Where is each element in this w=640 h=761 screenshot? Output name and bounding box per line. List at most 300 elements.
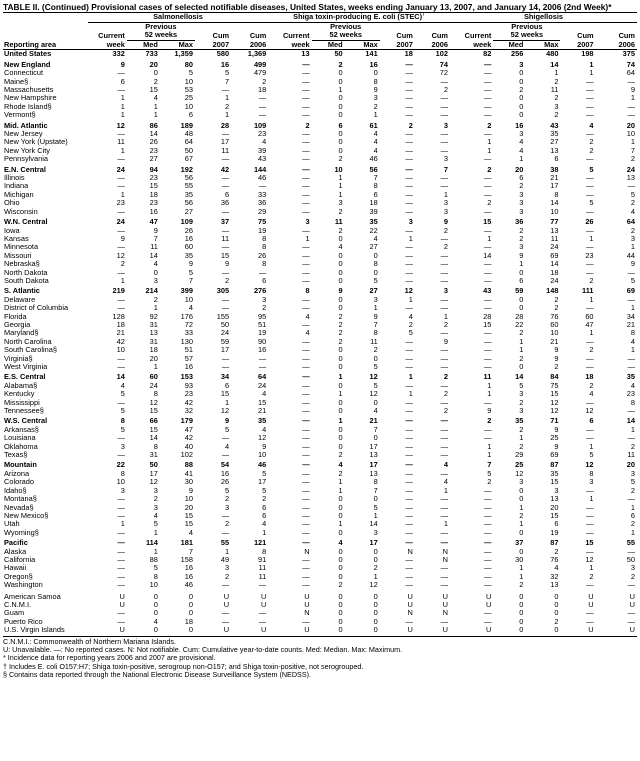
value-cell: — <box>483 495 492 504</box>
value-cell: — <box>221 528 230 537</box>
value-cell: — <box>483 243 492 252</box>
reporting-area-cell: Wyoming§ <box>4 528 39 537</box>
value-cell: 0 <box>338 251 343 260</box>
value-cell: 74 <box>439 60 448 69</box>
value-cell: 21 <box>258 407 267 416</box>
value-cell: — <box>302 199 310 208</box>
value-cell: 0 <box>338 102 343 111</box>
footnote: C.N.M.I.: Commonwealth of Northern Mariana Islands. <box>3 636 176 646</box>
weeks52-label: 52 weeks <box>493 31 560 40</box>
value-cell: 1 <box>630 346 635 355</box>
value-cell: — <box>405 138 413 147</box>
value-cell: 7 <box>487 461 492 470</box>
value-cell: — <box>586 617 594 626</box>
value-cell: — <box>483 111 492 120</box>
reporting-area-cell: Utah <box>4 520 20 529</box>
value-cell: 0 <box>373 398 378 407</box>
value-cell: 10 <box>184 295 193 304</box>
value-cell: — <box>586 174 594 183</box>
value-cell: 29 <box>258 207 267 216</box>
value-cell: — <box>405 486 413 495</box>
value-cell: 9 <box>487 407 492 416</box>
value-cell: — <box>258 354 267 363</box>
value-cell: — <box>440 111 448 120</box>
value-cell: 10 <box>116 346 125 355</box>
value-cell: 20 <box>626 461 635 470</box>
value-cell: 3 <box>305 218 310 227</box>
value-cell: 7 <box>373 320 378 329</box>
value-cell: 1 <box>224 547 230 556</box>
value-cell: — <box>221 617 230 626</box>
max-label: Max <box>178 40 193 49</box>
value-cell: 27 <box>550 138 559 147</box>
value-cell: 1 <box>338 373 343 382</box>
value-cell: 375 <box>622 49 635 59</box>
value-cell: — <box>405 251 413 260</box>
value-cell: — <box>258 363 267 371</box>
reporting-area-cell: Wisconsin <box>4 207 38 216</box>
value-cell: — <box>483 572 492 581</box>
value-cell: — <box>221 581 230 590</box>
value-cell: U <box>223 592 230 601</box>
table-row <box>3 78 637 86</box>
value-cell: 3 <box>373 528 378 537</box>
value-cell: 0 <box>338 381 343 390</box>
value-cell: — <box>221 155 230 164</box>
value-cell: — <box>483 609 492 618</box>
value-cell: 0 <box>373 626 378 635</box>
value-cell: — <box>221 182 230 191</box>
table-row <box>3 321 637 329</box>
value-cell: 1 <box>373 511 378 520</box>
value-cell: 0 <box>373 617 378 626</box>
value-cell: — <box>440 528 448 537</box>
value-cell: 5 <box>120 407 125 416</box>
value-cell: 2 <box>408 320 413 329</box>
table-row <box>3 111 637 119</box>
value-cell: — <box>405 207 413 216</box>
value-cell: — <box>302 461 310 470</box>
value-cell: — <box>117 495 125 504</box>
value-cell: 155 <box>216 312 230 321</box>
table-row <box>3 478 637 486</box>
value-cell: — <box>302 60 310 69</box>
value-cell: — <box>117 226 125 235</box>
value-cell: 15 <box>149 182 158 191</box>
value-cell: — <box>302 337 310 346</box>
value-cell: — <box>117 503 125 512</box>
value-cell: 50 <box>220 320 230 329</box>
value-cell: 4 <box>153 94 158 103</box>
reporting-area-cell: Minnesota <box>4 243 39 252</box>
value-cell: — <box>302 442 310 451</box>
value-cell: — <box>483 434 492 443</box>
value-cell: 46 <box>258 461 267 470</box>
value-cell: 3 <box>519 130 524 139</box>
reporting-area-cell: Maryland§ <box>4 329 39 338</box>
value-cell: 480 <box>546 49 559 59</box>
value-cell: 9 <box>120 234 125 243</box>
value-cell: — <box>221 295 230 304</box>
value-cell: 332 <box>112 49 125 59</box>
value-cell: — <box>405 461 413 470</box>
value-cell: 27 <box>149 155 158 164</box>
value-cell: 55 <box>626 539 635 548</box>
value-cell: 27 <box>369 287 378 296</box>
value-cell: 5 <box>224 425 230 434</box>
value-cell: — <box>440 495 448 504</box>
value-cell: 1 <box>487 138 492 147</box>
value-cell: 22 <box>515 320 524 329</box>
value-cell: 9 <box>188 260 193 269</box>
value-cell: 1 <box>589 495 594 504</box>
value-cell: 15 <box>585 539 594 548</box>
value-cell: — <box>258 102 267 111</box>
reporting-area-cell: New York (Upstate) <box>4 138 68 147</box>
value-cell: — <box>440 130 448 139</box>
value-cell: 0 <box>554 600 559 609</box>
reporting-area-cell: South Carolina§ <box>4 346 58 355</box>
value-cell: 0 <box>373 434 378 443</box>
value-cell: 0 <box>153 69 158 78</box>
value-cell: 11 <box>370 337 378 346</box>
table-row <box>3 329 637 337</box>
value-cell: 6 <box>554 520 559 529</box>
value-cell: — <box>627 268 635 277</box>
value-cell: U <box>588 592 594 601</box>
reporting-area-cell: E.N. Central <box>4 165 46 174</box>
value-cell: 1 <box>589 69 594 78</box>
reporting-area-cell: Arizona <box>4 469 30 478</box>
value-cell: 3 <box>589 478 594 487</box>
value-cell: 0 <box>338 346 343 355</box>
value-cell: 102 <box>435 49 448 59</box>
value-cell: 37 <box>515 539 524 548</box>
value-cell: — <box>440 182 448 191</box>
value-cell: 0 <box>338 555 343 564</box>
value-cell: 18 <box>258 86 267 94</box>
value-cell: — <box>221 609 230 618</box>
value-cell: 0 <box>338 503 343 512</box>
table-row <box>3 138 637 146</box>
value-cell: 36 <box>220 199 230 208</box>
reporting-area-cell: District of Columbia <box>4 304 69 313</box>
value-cell: 6 <box>630 511 635 520</box>
value-cell: — <box>483 102 492 111</box>
reporting-area-cell: Hawaii <box>4 564 27 573</box>
value-cell: 64 <box>184 138 193 147</box>
reporting-area-cell: Iowa <box>4 226 20 235</box>
value-cell: 20 <box>149 60 158 69</box>
value-cell: — <box>586 547 594 556</box>
value-cell: — <box>405 417 413 426</box>
value-cell: 0 <box>188 626 193 635</box>
value-cell: 9 <box>443 218 448 227</box>
value-cell: 4 <box>373 138 378 147</box>
table-row <box>3 382 637 390</box>
value-cell: 26 <box>149 138 158 147</box>
value-cell: — <box>302 564 310 573</box>
value-cell: 80 <box>184 60 193 69</box>
value-cell: 11 <box>627 451 635 460</box>
value-cell: 1 <box>338 520 343 529</box>
value-cell: 16 <box>258 346 267 355</box>
reporting-area-cell: Alaska <box>4 547 27 556</box>
reporting-area-cell: New Hampshire <box>4 94 57 103</box>
reporting-area-cell: C.N.M.I. <box>4 600 32 609</box>
group-header-stec: Shiga toxin-producing E. coli (STEC) <box>293 12 423 21</box>
value-cell: 0 <box>338 592 343 601</box>
value-cell: 18 <box>369 199 378 208</box>
value-cell: — <box>258 609 267 618</box>
table-row <box>3 208 637 216</box>
value-cell: 8 <box>373 260 378 269</box>
value-cell: 4 <box>262 425 267 434</box>
value-cell: 3 <box>443 121 448 130</box>
value-cell: N <box>442 609 448 618</box>
value-cell: 1 <box>519 572 524 581</box>
value-cell: 479 <box>253 69 267 78</box>
value-cell: 5 <box>373 276 378 285</box>
value-cell: 2 <box>373 564 378 573</box>
value-cell: 11 <box>150 243 158 252</box>
value-cell: — <box>302 486 310 495</box>
value-cell: — <box>440 381 448 390</box>
value-cell: 8 <box>262 243 267 252</box>
value-cell: — <box>302 86 310 94</box>
value-cell: 4 <box>188 304 193 313</box>
value-cell: 2 <box>443 243 448 252</box>
footnote-mark: † <box>422 12 426 18</box>
value-cell: 176 <box>180 312 193 321</box>
value-cell: 499 <box>253 60 267 69</box>
value-cell: 2 <box>519 581 524 590</box>
value-cell: 50 <box>149 461 158 470</box>
value-cell: — <box>405 381 413 390</box>
value-cell: 4 <box>408 312 413 321</box>
value-cell: 5 <box>373 381 378 390</box>
value-cell: 3 <box>554 486 559 495</box>
value-cell: 1 <box>153 304 158 313</box>
value-cell: 6 <box>589 417 594 426</box>
value-cell: 4 <box>373 130 378 139</box>
value-cell: 54 <box>220 461 230 470</box>
value-cell: — <box>117 69 125 78</box>
cum-label: Cum <box>431 31 448 40</box>
value-cell: 3 <box>519 207 524 216</box>
value-cell: 1 <box>408 234 413 243</box>
previous-label: Previous <box>330 22 362 31</box>
value-cell: 2 <box>224 276 230 285</box>
value-cell: — <box>586 268 594 277</box>
value-cell: — <box>405 425 413 434</box>
value-cell: 0 <box>153 609 158 618</box>
value-cell: 39 <box>258 146 267 155</box>
previous-label: Previous <box>145 22 177 31</box>
value-cell: 11 <box>483 373 492 382</box>
value-cell: 7 <box>443 165 448 174</box>
value-cell: — <box>440 346 448 355</box>
value-cell: — <box>483 207 492 216</box>
value-cell: 276 <box>253 287 267 296</box>
value-cell: 42 <box>184 434 193 443</box>
value-cell: 0 <box>373 268 378 277</box>
value-cell: 1 <box>519 346 524 355</box>
value-cell: 4 <box>153 260 158 269</box>
value-cell: 5 <box>589 165 594 174</box>
reporting-area-cell: Mountain <box>4 461 37 470</box>
value-cell: — <box>440 260 448 269</box>
value-cell: — <box>440 469 448 478</box>
value-cell: — <box>302 425 310 434</box>
cum-label: Cum <box>396 31 413 40</box>
value-cell: 1,369 <box>247 49 267 59</box>
value-cell: 2 <box>630 442 635 451</box>
value-cell: 23 <box>626 390 635 399</box>
value-cell: 16 <box>184 564 193 573</box>
value-cell: 15 <box>483 320 492 329</box>
value-cell: 1 <box>120 520 125 529</box>
value-cell: 15 <box>149 407 158 416</box>
reporting-area-cell: Indiana <box>4 182 29 191</box>
value-cell: — <box>302 268 310 277</box>
value-cell: 11 <box>550 86 559 94</box>
group-header-salmonellosis: Salmonellosis <box>153 12 203 21</box>
value-cell: 9 <box>554 442 559 451</box>
value-cell: 15 <box>220 251 230 260</box>
value-cell: 20 <box>149 354 158 363</box>
value-cell: — <box>117 434 125 443</box>
value-cell: — <box>302 469 310 478</box>
value-cell: 11 <box>258 572 267 581</box>
year-2007-label: 2007 <box>396 40 413 49</box>
value-cell: 0 <box>519 617 524 626</box>
value-cell: 9 <box>373 86 378 94</box>
value-cell: 30 <box>515 555 524 564</box>
value-cell: 2 <box>262 77 267 86</box>
value-cell: — <box>302 130 310 139</box>
value-cell: 4 <box>262 520 267 529</box>
value-cell: 20 <box>184 503 193 512</box>
value-cell: 0 <box>554 592 559 601</box>
value-cell: 2 <box>554 77 559 86</box>
value-cell: 8 <box>373 329 378 338</box>
value-cell: 8 <box>630 398 635 407</box>
value-cell: — <box>440 234 448 243</box>
value-cell: 0 <box>338 94 343 103</box>
value-cell: — <box>440 363 448 371</box>
value-cell: 8 <box>262 234 267 243</box>
value-cell: — <box>405 617 413 626</box>
value-cell: 69 <box>626 287 635 296</box>
value-cell: 5 <box>373 503 378 512</box>
value-cell: 13 <box>369 469 378 478</box>
value-cell: 2 <box>487 417 492 426</box>
value-cell: — <box>258 182 267 191</box>
value-cell: 7 <box>373 174 378 183</box>
reporting-area-cell: Florida <box>4 312 27 321</box>
table-row <box>3 199 637 207</box>
value-cell: — <box>405 77 413 86</box>
reporting-area-cell: United States <box>4 49 52 59</box>
value-cell: 1 <box>408 373 413 382</box>
value-cell: — <box>440 329 448 338</box>
value-cell: 18 <box>585 373 594 382</box>
value-cell: — <box>440 617 448 626</box>
value-cell: — <box>586 207 594 216</box>
value-cell: 14 <box>550 60 559 69</box>
value-cell: 6 <box>373 190 378 199</box>
value-cell: 14 <box>550 199 559 208</box>
value-cell: 12 <box>369 581 378 590</box>
value-cell: U <box>629 626 635 635</box>
value-cell: 580 <box>216 49 230 59</box>
value-cell: 42 <box>184 398 193 407</box>
value-cell: 6 <box>224 381 230 390</box>
cum-label: Cum <box>249 31 267 40</box>
value-cell: 2 <box>224 102 230 111</box>
value-cell: 0 <box>519 626 524 635</box>
value-cell: 0 <box>338 354 343 363</box>
value-cell: 0 <box>519 69 524 78</box>
value-cell: 5 <box>153 520 158 529</box>
value-cell: — <box>302 295 310 304</box>
value-cell: 13 <box>369 451 378 460</box>
value-cell: 6 <box>262 511 267 520</box>
value-cell: 0 <box>338 609 343 618</box>
value-cell: 14 <box>369 520 378 529</box>
value-cell: — <box>586 155 594 164</box>
value-cell: 3 <box>443 287 448 296</box>
value-cell: 24 <box>550 276 559 285</box>
value-cell: 21 <box>116 329 125 338</box>
value-cell: 0 <box>373 609 378 618</box>
value-cell: — <box>586 363 594 371</box>
value-cell: 2 <box>630 155 635 164</box>
value-cell: 102 <box>180 451 193 460</box>
value-cell: 8 <box>373 478 378 487</box>
value-cell: 4 <box>120 381 125 390</box>
year-2006-label: 2006 <box>249 40 267 49</box>
value-cell: — <box>483 346 492 355</box>
value-cell: — <box>440 425 448 434</box>
value-cell: — <box>405 130 413 139</box>
value-cell: 33 <box>258 190 267 199</box>
value-cell: 4 <box>153 511 158 520</box>
value-cell: 16 <box>184 363 193 371</box>
reporting-area-label: Reporting area <box>4 40 57 49</box>
value-cell: U <box>442 592 448 601</box>
value-cell: — <box>440 102 448 111</box>
value-cell: — <box>627 609 635 618</box>
value-cell: 2 <box>630 199 635 208</box>
value-cell: — <box>258 617 267 626</box>
value-cell: — <box>483 77 492 86</box>
value-cell: — <box>221 304 230 313</box>
value-cell: — <box>405 86 413 94</box>
table-row <box>3 243 637 251</box>
reporting-area-cell: Rhode Island§ <box>4 102 52 111</box>
value-cell: 3 <box>153 503 158 512</box>
value-cell: 11 <box>221 234 230 243</box>
table-body <box>3 50 637 635</box>
week-label: week <box>473 40 492 49</box>
table-row <box>3 461 637 469</box>
value-cell: 6 <box>519 174 524 183</box>
reporting-area-cell: Nebraska§ <box>4 260 40 269</box>
value-cell: 35 <box>258 417 267 426</box>
value-cell: 56 <box>369 165 378 174</box>
